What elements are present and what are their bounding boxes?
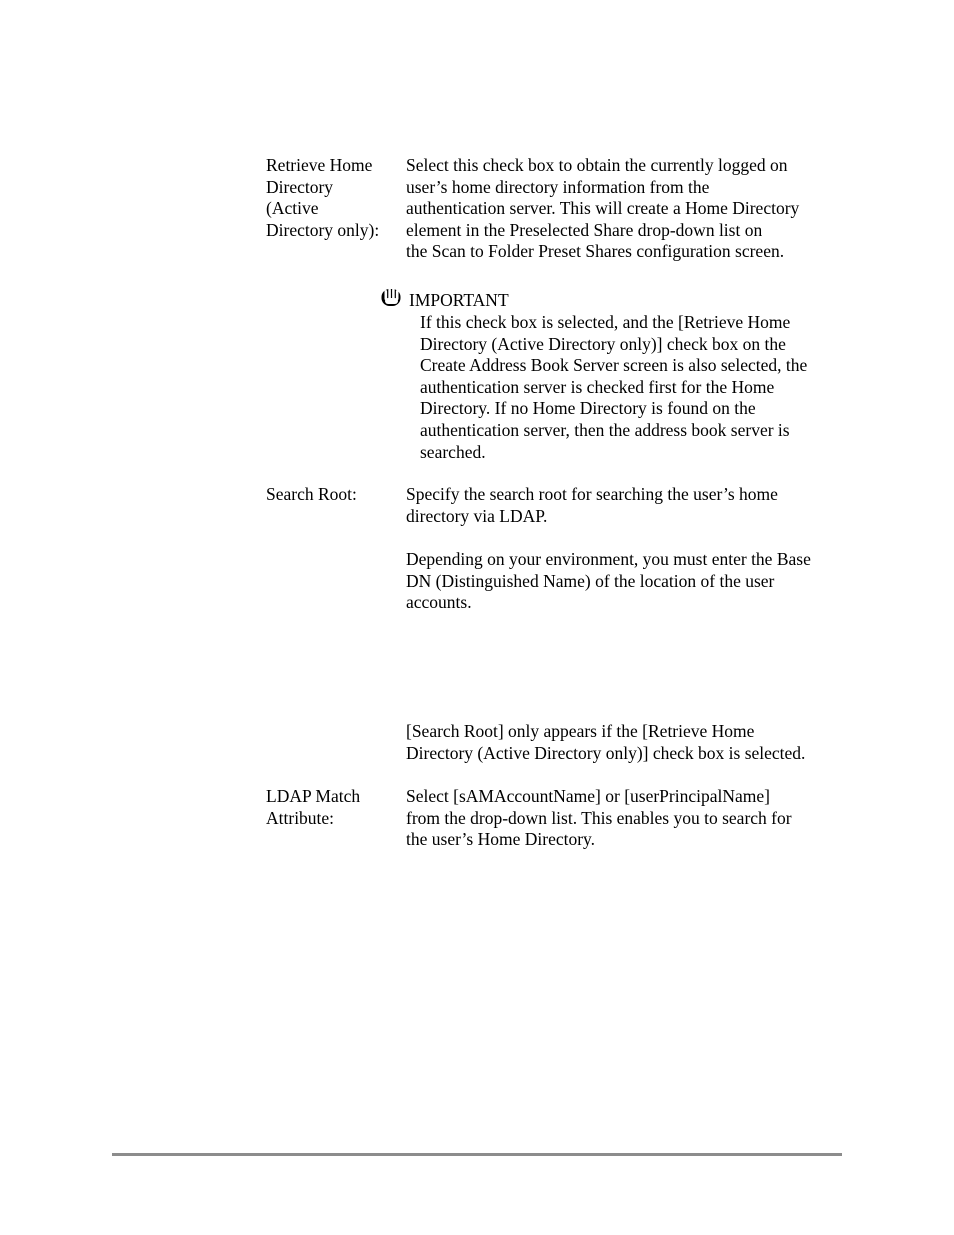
important-heading: IMPORTANT — [409, 290, 509, 310]
retrieve-home-directory-description: Select this check box to obtain the currently logged on user’s home directory information from the authentication server. This will create a Home Directory element in the Preselected Share drop-down list on the Scan to Folder Preset Shares configuration screen. — [406, 155, 800, 262]
ldap-match-attribute-label: LDAP Match Attribute: — [266, 786, 361, 828]
search-root-label: Search Root: — [266, 484, 357, 504]
search-root-description: Specify the search root for searching the user’s home directory via LDAP. — [406, 484, 778, 526]
footer-rule — [112, 1153, 842, 1156]
hand-stop-icon — [380, 286, 402, 308]
retrieve-home-directory-label: Retrieve Home Directory (Active Directory only): — [266, 155, 380, 240]
important-text: If this check box is selected, and the [Retrieve Home Directory (Active Directory only)] check box on the Create Address Book Server screen is also selected, the authentication server is checked first for the Home Directory. If no Home Directory is found on the authentication server, then the address book server is searched. — [420, 312, 808, 462]
search-root-visibility-note: [Search Root] only appears if the [Retrieve Home Directory (Active Directory only)] check box is selected. — [406, 721, 806, 763]
ldap-match-attribute-description: Select [sAMAccountName] or [userPrincipalName] from the drop-down list. This enables you to search for the user’s Home Directory. — [406, 786, 792, 850]
search-root-base-dn-note: Depending on your environment, you must enter the Base DN (Distinguished Name) of the location of the user accounts. — [406, 549, 811, 613]
